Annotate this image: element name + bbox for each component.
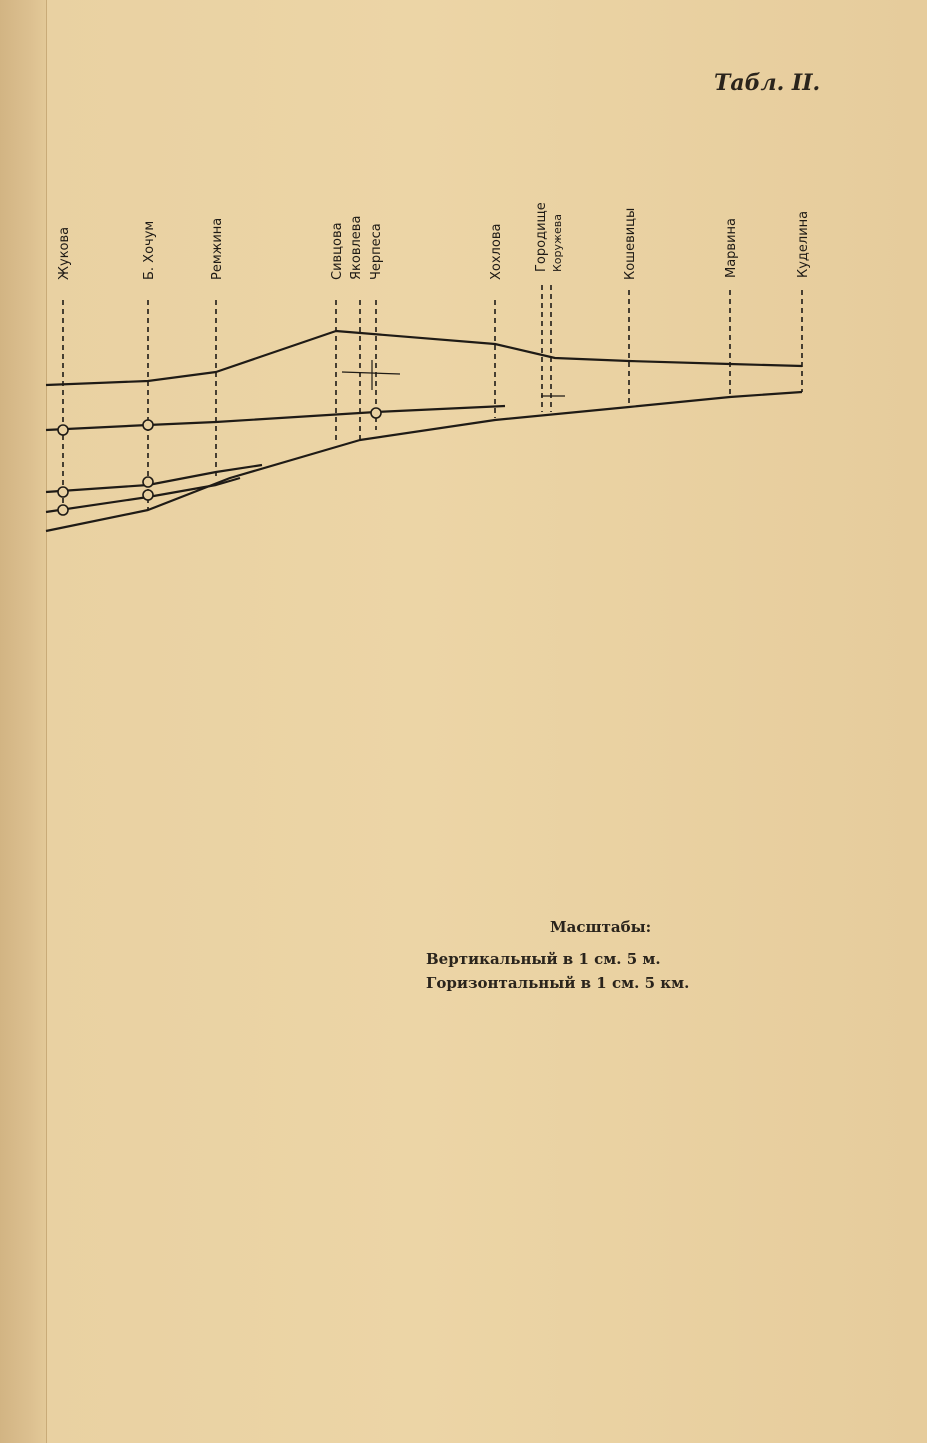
station-label-koruzheva: Коружева [551,214,564,272]
station-label-kudelina: Куделина [796,210,811,278]
station-label-gorodishche: Городище [534,202,549,272]
station-label-yakovleva: Яковлева [349,215,364,280]
station-label-zhukova: Жукова [57,226,72,280]
upper-water-level-line [46,331,802,385]
station-label-sivtsova: Сивцова [330,222,345,280]
lower-bed-line [46,392,802,531]
scale-legend [426,918,716,998]
gauge-point-marker [143,420,153,430]
scale-legend-title: Масштабы: [550,918,652,936]
station-label-remzhina: Ремжина [210,217,225,280]
gauge-point-marker [58,487,68,497]
station-label-cherpesa: Черпеса [369,223,384,280]
gauge-point-marker [58,425,68,435]
station-label-b-khochum: Б. Хочум [142,220,157,280]
table-label: Табл. II. [714,70,821,96]
station-label-koshevitsy: Кошевицы [623,207,638,280]
scale-legend-horizontal: Горизонтальный в 1 см. 5 км. [426,974,690,992]
longitudinal-profile-diagram [0,0,927,600]
gauge-point-marker [58,505,68,515]
gauge-point-marker [143,490,153,500]
gauge-point-marker [371,408,381,418]
level-tick-mark [342,372,400,374]
scale-legend-vertical: Вертикальный в 1 см. 5 м. [426,950,661,968]
gauge-point-marker [143,477,153,487]
station-label-marvina: Марвина [724,217,739,278]
station-label-khokhlova: Хохлова [489,223,504,280]
middle-level-line [46,406,505,430]
